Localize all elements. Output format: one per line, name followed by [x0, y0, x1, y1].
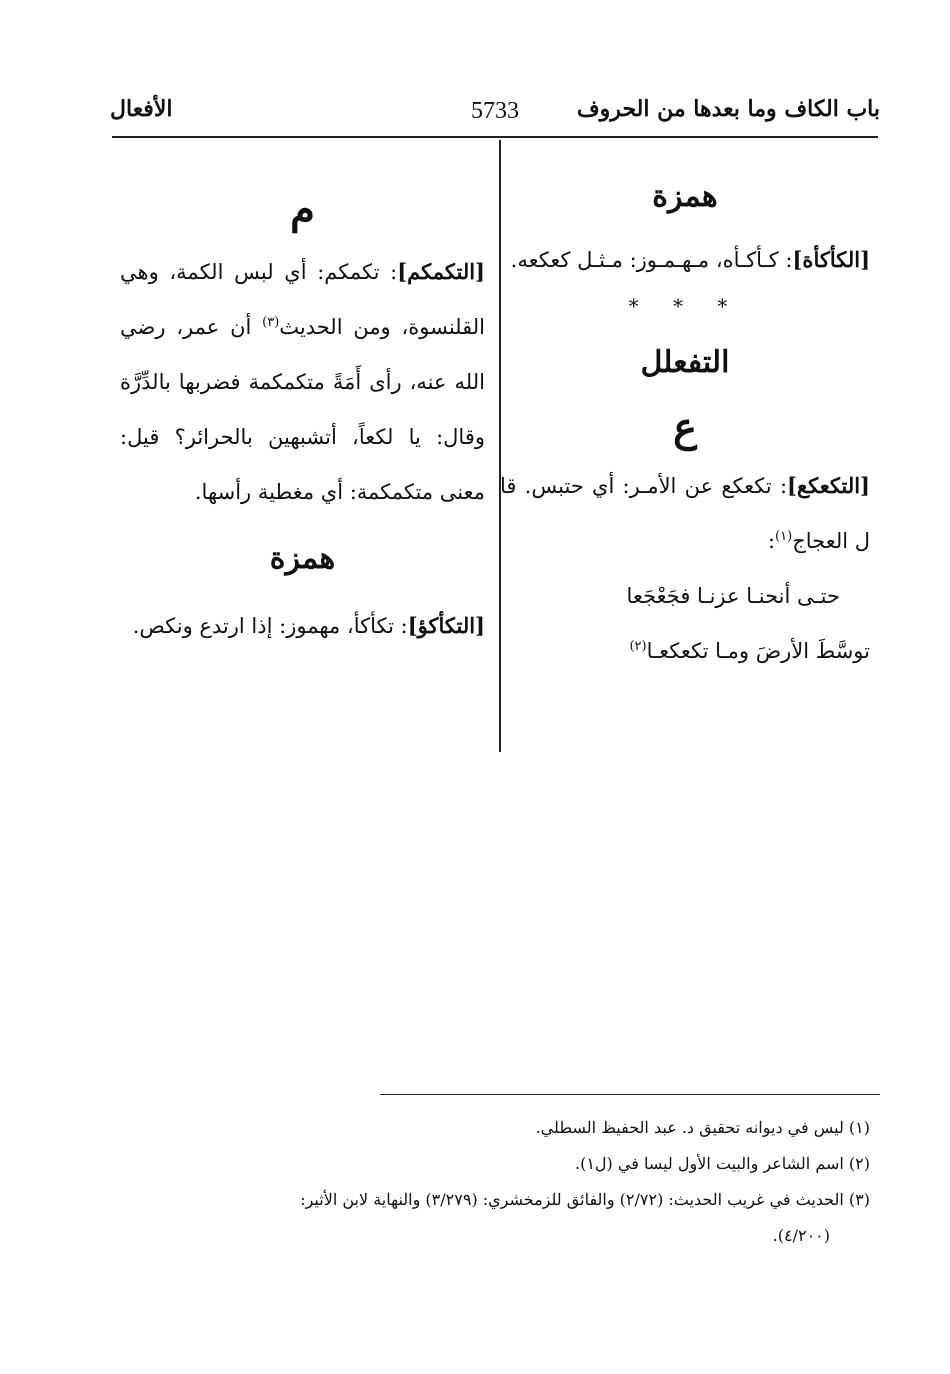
headword: [الكأكأة]: [792, 247, 870, 272]
headword: [التكأكؤ]: [407, 613, 485, 638]
footnotes: [110, 1110, 870, 1254]
footnote-ref-1: (١): [775, 529, 793, 544]
header-rule: [112, 136, 878, 138]
entry-takakuu: [120, 598, 485, 654]
footnote-rule: [380, 1094, 880, 1095]
entry-takakkua: [500, 458, 870, 569]
entry-text: : كـأكـأه، مـهـمـوز: مـثـل كعكعه.: [510, 248, 793, 272]
footnote-3: (٣) الحديث في غريب الحديث: (٢/٧٢) والفائق للزمخشري: (٣/٢٧٩) والنهاية لابن الأثير:: [300, 1190, 870, 1209]
entry-takamkum: [120, 244, 485, 520]
verse-line-2-text: توسَّطَ الأرضَ ومـا تكعكعـا: [646, 639, 870, 663]
footnote-ref-3: (٣): [262, 315, 280, 330]
footnote-1: (١) ليس في ديوانه تحقيق د. عبد الحفيظ السطلي.: [535, 1118, 870, 1137]
page-header: [110, 96, 880, 136]
chapter-title: باب الكاف وما بعدها من الحروف: [576, 96, 880, 122]
entry-colon: :: [767, 529, 776, 553]
page-number: 5733: [471, 98, 519, 124]
entry-text: : تكعكع عن الأمـر: أي حتبس. قا ل العجاج: [500, 474, 870, 553]
verse-line-2: [500, 624, 870, 679]
entry-text-a: : تكمكم: أي لبس الكمة، وهي القلنسوة، ومن الحديث: [120, 260, 485, 339]
heading-hamza-left: همزة: [269, 541, 336, 576]
entry-kakaa: [500, 232, 870, 288]
letter-ain: ع: [673, 404, 697, 451]
headword: [التكمكم]: [397, 259, 485, 284]
poem-verse: [500, 569, 870, 679]
heading-tafaul: التفعلل: [640, 345, 730, 380]
entry-text-b: أن عمر، رضي الله عنه، رأى أَمَةً متكمكمة فضربها بالدِّرَّة وقال: يا لكعاً، أتشبهين بالحرائر؟ قيل: معنى متكمكمة: أي مغطية رأسها.: [120, 315, 485, 504]
left-column: [120, 150, 485, 654]
entry-text: : تكأكأ، مهموز: إذا ارتدع ونكص.: [132, 614, 408, 638]
verse-line-1: حتـى أنحنـا عزنـا فجَعْجَعا: [626, 584, 840, 608]
right-column: [500, 150, 870, 679]
headword: [التكعكع]: [787, 473, 870, 498]
separator-stars: * * *: [628, 294, 742, 318]
footnote-ref-2: (٢): [629, 639, 647, 654]
heading-hamza: همزة: [652, 179, 718, 214]
letter-mim: م: [290, 186, 315, 233]
footnote-3-continued: (٤/٢٠٠).: [772, 1226, 830, 1245]
section-title: الأفعال: [110, 96, 173, 122]
footnote-2: (٢) اسم الشاعر والبيت الأول ليسا في (ل١).: [575, 1154, 870, 1173]
